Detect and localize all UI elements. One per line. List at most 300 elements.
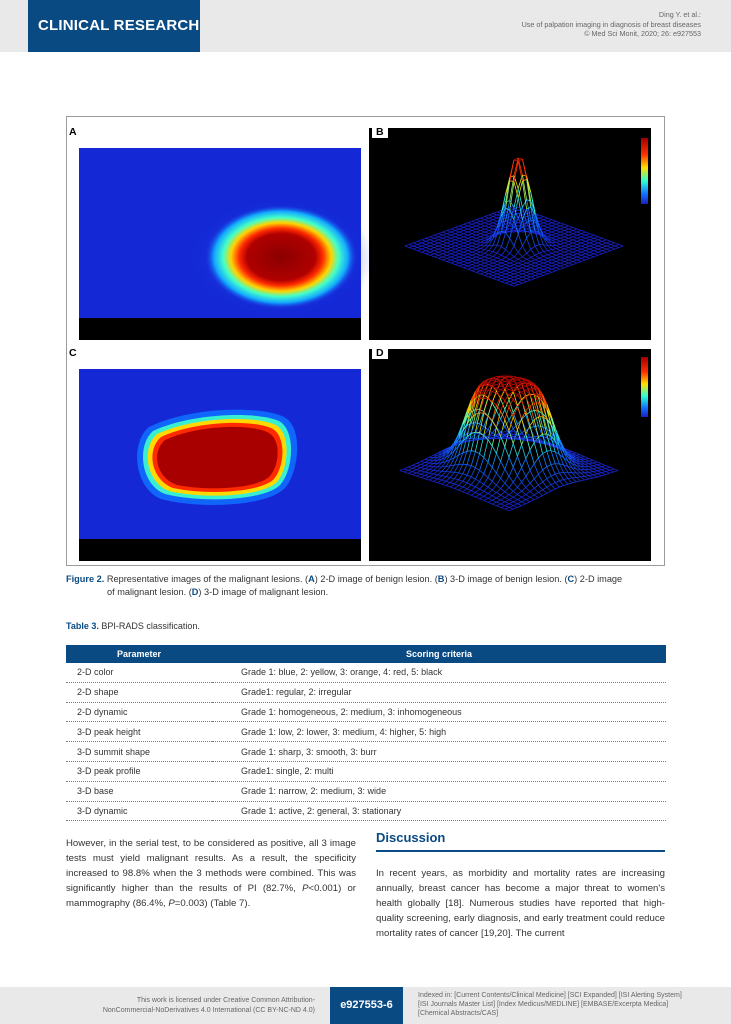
surface-mesh-line [506, 239, 510, 250]
surface-mesh-line [522, 271, 526, 273]
surface-mesh-line [501, 400, 505, 411]
surface-mesh-line [535, 253, 539, 255]
surface-mesh-line [497, 269, 501, 271]
surface-mesh-line [514, 283, 518, 285]
surface-mesh-line [594, 240, 598, 242]
surface-mesh-line [552, 260, 556, 262]
surface-mesh-line [551, 489, 555, 491]
surface-mesh-line [417, 246, 421, 248]
surface-mesh-line [518, 259, 522, 261]
surface-mesh-line [476, 269, 480, 271]
surface-mesh-line [489, 252, 493, 255]
surface-mesh-line [593, 469, 597, 471]
surface-mesh-line [522, 261, 526, 263]
surface-mesh-line [493, 220, 497, 222]
surface-mesh-line [547, 487, 551, 491]
surface-mesh-line [602, 240, 606, 242]
surface-mesh-line [590, 251, 594, 253]
surface-mesh-line [480, 482, 484, 485]
surface-mesh-line [526, 492, 530, 495]
surface-mesh-line [522, 238, 526, 246]
surface-mesh-line [476, 238, 480, 239]
surface-mesh-line [496, 493, 500, 496]
surface-mesh-line [450, 487, 454, 489]
surface-mesh-line [510, 266, 514, 268]
surface-mesh-line [484, 478, 488, 485]
surface-mesh-line [464, 262, 468, 264]
surface-mesh-line [593, 463, 597, 465]
surface-mesh-line [430, 243, 434, 245]
surface-mesh-line [480, 268, 484, 270]
surface-mesh-line [552, 271, 556, 273]
surface-mesh-line [464, 260, 468, 262]
surface-mesh-line [464, 231, 468, 233]
surface-mesh-line [417, 240, 421, 242]
surface-mesh-line [485, 217, 489, 219]
surface-mesh-line [422, 243, 426, 245]
surface-mesh-line [493, 258, 497, 260]
surface-mesh-line [531, 223, 535, 225]
panel-label-c: C [69, 347, 77, 359]
surface-mesh-line [556, 261, 560, 263]
surface-mesh-line [430, 252, 434, 254]
surface-mesh-line [480, 232, 484, 234]
surface-mesh-line [581, 240, 585, 242]
surface-mesh-line [577, 237, 581, 239]
surface-mesh-line [506, 266, 510, 268]
surface-mesh-line [556, 232, 560, 234]
surface-mesh-line [476, 255, 480, 257]
surface-mesh-line [464, 265, 468, 267]
surface-mesh-line [513, 494, 517, 497]
surface-mesh-line [443, 251, 447, 253]
surface-mesh-line [429, 473, 433, 474]
surface-mesh-line [434, 255, 438, 257]
surface-mesh-line [522, 272, 526, 274]
surface-mesh-line [459, 224, 463, 226]
surface-mesh-line [430, 235, 434, 237]
surface-mesh-line [535, 268, 539, 270]
surface-mesh-line [531, 246, 535, 249]
surface-mesh-line [556, 245, 560, 247]
surface-mesh-line [438, 479, 442, 480]
surface-mesh-line [468, 229, 472, 231]
surface-mesh-line [459, 464, 463, 473]
table-title: Table 3. BPI-RADS classification. [66, 621, 200, 631]
surface-mesh-line [455, 248, 459, 250]
surface-mesh-line [471, 487, 475, 491]
surface-mesh-line [513, 497, 517, 499]
surface-mesh-line [443, 241, 447, 243]
surface-mesh-line [447, 254, 451, 256]
surface-mesh-line [543, 479, 547, 482]
bpi-rads-table [66, 645, 666, 821]
surface-mesh-line [559, 485, 563, 487]
surface-mesh-line [543, 269, 547, 271]
surface-mesh-line [560, 234, 564, 236]
surface-mesh-line [496, 506, 500, 508]
surface-mesh-line [497, 247, 501, 254]
surface-mesh-line [509, 497, 513, 499]
surface-mesh-line [513, 504, 517, 506]
surface-mesh-line [548, 265, 552, 267]
surface-mesh-line [426, 252, 430, 254]
surface-mesh-line [425, 466, 429, 468]
surface-mesh-line [543, 232, 547, 234]
surface-mesh-line [522, 476, 526, 482]
surface-mesh-line [488, 500, 492, 502]
running-head-authors: Ding Y. et al.: [658, 10, 701, 19]
surface-mesh-line [538, 458, 542, 470]
surface-mesh-line [577, 234, 581, 236]
surface-mesh-line [514, 246, 518, 252]
surface-mesh-line [493, 268, 497, 270]
surface-mesh-line [517, 497, 521, 499]
surface-mesh-line [597, 468, 601, 470]
surface-mesh-line [522, 495, 526, 498]
surface-mesh-line [497, 280, 501, 282]
surface-mesh-line [451, 263, 455, 265]
surface-mesh-line [509, 385, 513, 387]
surface-mesh-line [526, 487, 530, 491]
surface-mesh-line [446, 483, 450, 486]
surface-mesh-line [594, 244, 598, 246]
surface-mesh-line [505, 457, 509, 469]
surface-mesh-line [556, 234, 560, 236]
surface-mesh-line [556, 252, 560, 254]
surface-mesh-line [467, 475, 471, 477]
surface-mesh-line [434, 237, 438, 239]
surface-mesh-line [497, 279, 501, 281]
surface-mesh-line [472, 266, 476, 268]
surface-mesh-line [560, 223, 564, 225]
surface-mesh-line [543, 255, 547, 257]
surface-mesh-line [471, 466, 475, 468]
surface-mesh-line [581, 232, 585, 234]
surface-mesh-line [459, 235, 463, 237]
surface-mesh-line [539, 275, 543, 277]
surface-mesh-line [522, 459, 526, 468]
surface-mesh-line [560, 251, 564, 253]
surface-mesh-line [606, 251, 610, 253]
surface-mesh-line [531, 279, 535, 281]
surface-mesh-line [548, 268, 552, 270]
surface-mesh-line [601, 473, 605, 475]
surface-mesh-line [547, 476, 551, 479]
surface-mesh-line [513, 507, 517, 509]
surface-mesh-line [472, 237, 476, 239]
surface-mesh-line [564, 229, 568, 231]
surface-mesh-line [556, 255, 560, 257]
surface-mesh-line [585, 244, 589, 246]
surface-mesh-line [488, 502, 492, 504]
surface-mesh-line [480, 271, 484, 273]
surface-mesh-line [497, 274, 501, 276]
surface-mesh-line [589, 466, 593, 468]
surface-mesh-line [505, 447, 509, 458]
surface-mesh-line [564, 254, 568, 256]
surface-mesh-line [577, 231, 581, 233]
surface-mesh-line [434, 240, 438, 242]
surface-mesh-line [585, 238, 589, 240]
surface-mesh-line [538, 470, 542, 474]
surface-mesh-line [509, 482, 513, 487]
surface-mesh-line [581, 251, 585, 253]
surface-mesh-line [501, 250, 505, 256]
surface-mesh-line [417, 241, 421, 243]
surface-mesh-line [422, 252, 426, 254]
surface-mesh-line [509, 444, 513, 458]
surface-mesh-line [438, 476, 442, 479]
surface-mesh-line [518, 269, 522, 271]
surface-mesh-line [564, 479, 568, 484]
surface-mesh-line [514, 259, 518, 261]
surface-mesh-line [585, 470, 589, 473]
surface-mesh-line [535, 263, 539, 265]
surface-mesh-line [510, 272, 514, 274]
surface-mesh-line [590, 252, 594, 254]
surface-mesh-line [602, 252, 606, 254]
surface-mesh-line [442, 484, 446, 485]
surface-mesh-line [501, 263, 505, 265]
surface-mesh-line [459, 263, 463, 265]
surface-mesh-line [497, 210, 501, 212]
surface-mesh-line [438, 251, 442, 253]
table-row: 3-D base Grade 1: narrow, 2: medium, 3: wide [66, 781, 666, 801]
surface-mesh-line [602, 249, 606, 251]
surface-mesh-line [425, 470, 429, 472]
table-row: 2-D dynamic Grade 1: homogeneous, 2: medium, 3: inhomogeneous [66, 702, 666, 722]
indexing-note: Indexed in: [Current Contents/Clinical Medicine] [SCI Expanded] [ISI Alerting System] [ISI Journals Master List] [Index Medicus/MEDLINE] [EMBASE/Excerpta Medica] [Chemical Abstracts/CAS] [418, 992, 682, 1018]
surface-mesh-line [564, 248, 568, 250]
surface-mesh-line [534, 488, 538, 492]
surface-mesh-line [530, 497, 534, 499]
surface-mesh-line [472, 255, 476, 257]
surface-mesh-line [510, 285, 514, 287]
surface-mesh-line [492, 453, 496, 467]
surface-mesh-line [496, 393, 500, 396]
surface-mesh-line [463, 481, 467, 483]
surface-mesh-line [455, 231, 459, 233]
surface-mesh-line [560, 260, 564, 262]
surface-mesh-line [446, 478, 450, 482]
surface-mesh-line [455, 246, 459, 248]
surface-mesh-line [560, 243, 564, 244]
surface-mesh-line [480, 484, 484, 489]
surface-mesh-line [505, 509, 509, 511]
surface-mesh-line [485, 269, 489, 271]
surface-mesh-line [443, 237, 447, 239]
surface-mesh-line [556, 237, 560, 239]
surface-mesh-line [454, 473, 458, 479]
surface-mesh-line [467, 485, 471, 489]
surface-mesh-line [476, 251, 480, 252]
surface-mesh-line [480, 252, 484, 253]
surface-mesh-line [459, 474, 463, 480]
surface-mesh-line [606, 249, 610, 251]
surface-mesh-line [459, 258, 463, 260]
surface-mesh-line [543, 470, 547, 479]
surface-mesh-line [451, 258, 455, 260]
surface-mesh-line [455, 254, 459, 256]
surface-mesh-line [476, 265, 480, 267]
surface-mesh-line [472, 265, 476, 267]
figure-2 [66, 116, 665, 566]
surface-mesh-line [447, 255, 451, 257]
surface-mesh-line [489, 224, 493, 226]
surface-mesh-line [589, 472, 593, 474]
surface-mesh-line [467, 451, 471, 465]
surface-mesh-line [539, 269, 543, 271]
table-header-row [66, 645, 666, 663]
surface-mesh-line [505, 437, 509, 438]
surface-mesh-line [480, 499, 484, 501]
surface-mesh-line [472, 263, 476, 265]
surface-mesh-line [573, 231, 577, 233]
surface-mesh-line [417, 473, 421, 474]
surface-mesh-line [527, 272, 531, 274]
surface-mesh-line [573, 240, 577, 242]
surface-mesh-line [476, 242, 480, 244]
surface-mesh-line [564, 263, 568, 265]
surface-mesh-line [408, 473, 412, 474]
surface-mesh-line [468, 223, 472, 225]
surface-mesh-line [560, 230, 564, 232]
surface-mesh-line [426, 249, 430, 251]
surface-mesh-line [538, 495, 542, 497]
surface-mesh-line [556, 265, 560, 267]
surface-mesh-line [467, 489, 471, 491]
surface-mesh-line [539, 221, 543, 223]
surface-mesh-line [497, 272, 501, 274]
surface-mesh-line [531, 265, 535, 267]
surface-mesh-line [573, 251, 577, 253]
surface-mesh-line [476, 266, 480, 268]
surface-mesh-line [585, 257, 589, 259]
surface-mesh-line [417, 463, 421, 464]
surface-mesh-line [438, 243, 442, 245]
surface-mesh-line [497, 260, 501, 262]
surface-mesh-line [421, 465, 425, 467]
surface-mesh-line [489, 234, 493, 235]
surface-mesh-line [535, 245, 539, 247]
surface-mesh-line [472, 271, 476, 273]
surface-mesh-line [527, 253, 531, 257]
surface-mesh-line [480, 255, 484, 257]
surface-mesh-line [438, 246, 442, 248]
surface-mesh-line [467, 491, 471, 494]
surface-mesh-line [480, 489, 484, 491]
surface-mesh-line [555, 487, 559, 489]
surface-mesh-line [506, 279, 510, 281]
panel-b-3d-benign [369, 128, 651, 340]
surface-mesh-line [438, 232, 442, 234]
surface-mesh-line [438, 235, 442, 237]
surface-mesh-line [485, 221, 489, 223]
surface-mesh-line [433, 474, 437, 475]
table-row: 2-D shape Grade1: regular, 2: irregular [66, 682, 666, 702]
surface-mesh-line [480, 217, 484, 219]
surface-mesh-line [573, 243, 577, 245]
surface-mesh-line [509, 476, 513, 482]
surface-mesh-line [493, 269, 497, 271]
surface-mesh-line [472, 241, 476, 243]
surface-mesh-line [539, 260, 543, 262]
figure-caption: Figure 2. Representative images of the malignant lesions. (A) 2-D image of benign lesion. (B) 3-D image of benign lesion. (C) 2-D image of malignant lesion. (D) 3-D image of malignant lesion. [66, 574, 623, 597]
surface-mesh-line [522, 280, 526, 282]
surface-mesh-line [510, 263, 514, 265]
surface-mesh-line [476, 261, 480, 263]
surface-mesh-line [464, 258, 468, 260]
surface-mesh-line [551, 476, 555, 482]
surface-mesh-line [522, 274, 526, 276]
surface-mesh-line [509, 491, 513, 494]
surface-mesh-line [438, 249, 442, 251]
surface-mesh-line [543, 451, 547, 454]
surface-mesh-line [610, 470, 614, 472]
surface-mesh-line [417, 470, 421, 471]
surface-mesh-line [539, 261, 543, 263]
surface-mesh-line [543, 223, 547, 225]
surface-mesh-line [421, 468, 425, 469]
surface-mesh-line [497, 263, 501, 265]
surface-mesh-line [510, 277, 514, 279]
surface-mesh-line [590, 254, 594, 256]
surface-mesh-line [522, 268, 526, 270]
surface-mesh-line [412, 463, 416, 465]
surface-mesh-line [543, 454, 547, 467]
surface-mesh-line [526, 483, 530, 487]
surface-mesh-line [514, 277, 518, 279]
surface-mesh-line [548, 230, 552, 232]
surface-mesh-line [585, 232, 589, 234]
surface-mesh-line [510, 246, 514, 253]
surface-mesh-line [429, 467, 433, 470]
surface-mesh-line [522, 502, 526, 504]
surface-mesh-line [421, 471, 425, 472]
surface-mesh-line [581, 260, 585, 262]
surface-mesh-line [514, 275, 518, 277]
surface-mesh-line [501, 280, 505, 282]
surface-mesh-line [489, 266, 493, 268]
surface-mesh-line [438, 255, 442, 257]
surface-mesh-line [480, 260, 484, 262]
surface-mesh-line [518, 257, 522, 260]
surface-mesh-line [535, 275, 539, 277]
surface-mesh-line [492, 421, 496, 428]
surface-mesh-line [619, 246, 623, 248]
surface-mesh-line [594, 237, 598, 239]
surface-mesh-line [485, 251, 489, 254]
surface-mesh-line [547, 479, 551, 485]
column-header-scoring: Scoring criteria [212, 645, 666, 663]
surface-mesh-line [518, 234, 522, 246]
surface-mesh-line [585, 248, 589, 250]
surface-mesh-line [493, 272, 497, 274]
surface-mesh-line [472, 261, 476, 263]
surface-mesh-line [438, 244, 442, 246]
surface-mesh-line [463, 487, 467, 489]
surface-mesh-line [551, 464, 555, 465]
surface-mesh-line [594, 251, 598, 253]
surface-mesh-line [543, 220, 547, 222]
surface-mesh-line [480, 457, 484, 470]
surface-mesh-line [493, 245, 497, 252]
surface-mesh-line [556, 249, 560, 251]
surface-mesh-line [526, 470, 530, 476]
surface-mesh-line [422, 240, 426, 242]
panel-d-3d-malignant [369, 349, 651, 561]
